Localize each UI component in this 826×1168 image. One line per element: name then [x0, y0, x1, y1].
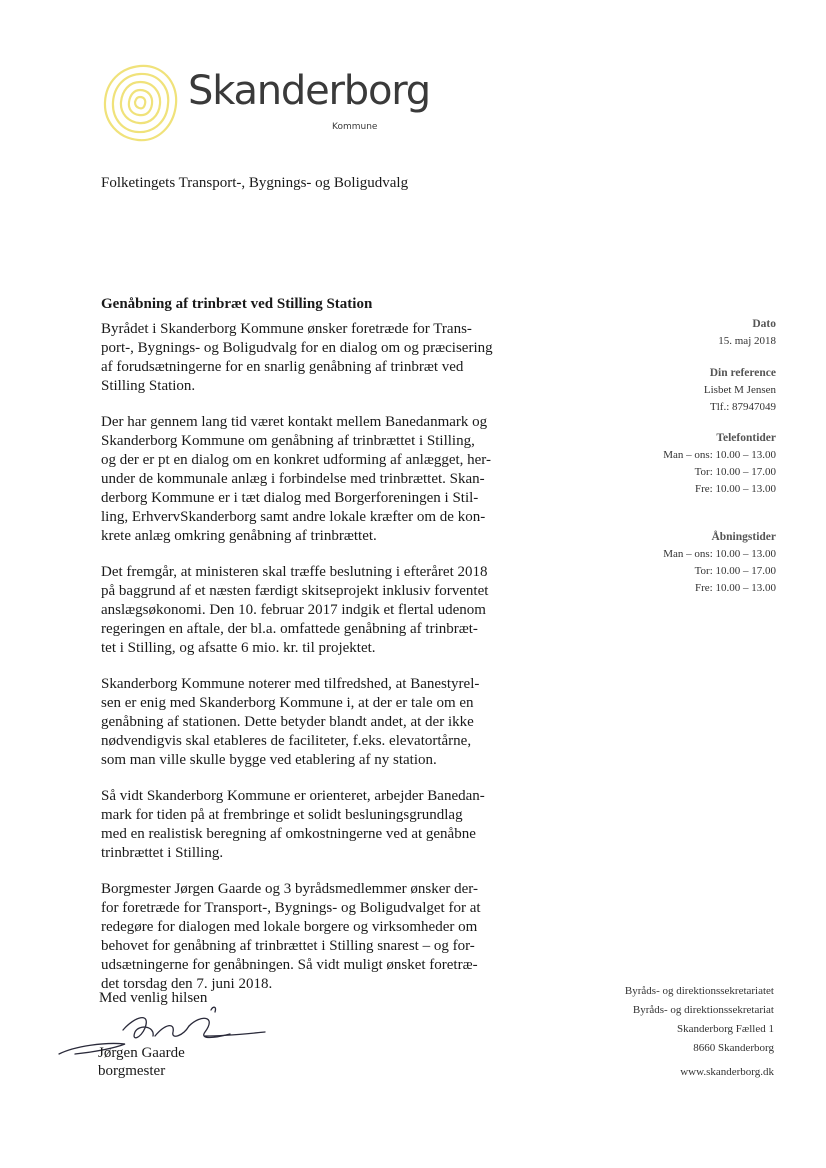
opening-hours-block [663, 531, 776, 597]
opening-hours-line: Fre: 10.00 – 13.00 [695, 582, 776, 594]
phone-hours-line: Tor: 10.00 – 17.00 [694, 466, 776, 478]
opening-hours-heading: Åbningstider [711, 531, 776, 543]
paragraph: Så vidt Skanderborg Kommune er orienteret, arbejder Banedan- mark for tiden på at frembringe et solidt besluningsgrundlag med en realistisk beregning af omkostningerne ved at genåbne trinbrættet i Stilling. [101, 788, 485, 861]
date-block [718, 318, 776, 350]
footer-line: 8660 Skanderborg [693, 1042, 774, 1054]
reference-heading: Din reference [709, 367, 776, 379]
signer-name: Jørgen Gaarde [98, 1045, 185, 1061]
footer-address [625, 982, 774, 1058]
phone-hours-block [663, 432, 776, 498]
signer [98, 1044, 185, 1080]
signer-title: borgmester [98, 1063, 166, 1079]
phone-hours-line: Man – ons: 10.00 – 13.00 [663, 449, 776, 461]
footer-line: Skanderborg Fælled 1 [677, 1023, 774, 1035]
phone-hours-line: Fre: 10.00 – 13.00 [695, 483, 776, 495]
logo-mark-icon [100, 62, 180, 144]
paragraph: Der har gennem lang tid været kontakt mellem Banedanmark og Skanderborg Kommune om genåbning af trinbrættet i Stilling, og der er pt en dialog om en konkret udforming af anlægget, her- under de kommunale anlæg i forbindelse med trinbrættet. Skan- derborg Kommune er i tæt dialog med Borgerforeningen i Stil- ling, ErhvervSkanderborg samt andre lokale kræfter om de kon- krete anlæg omkring genåbning af trinbrættet. [101, 414, 491, 544]
website-link[interactable]: www.skanderborg.dk [680, 1066, 774, 1078]
letter-body [101, 320, 541, 1011]
opening-hours-line: Tor: 10.00 – 17.00 [694, 565, 776, 577]
logo-subtitle: Kommune [332, 122, 378, 132]
reference-phone: Tlf.: 87947049 [710, 401, 776, 413]
date-value: 15. maj 2018 [718, 335, 776, 347]
closing: Med venlig hilsen [99, 990, 208, 1006]
reference-name: Lisbet M Jensen [703, 384, 776, 396]
phone-hours-heading: Telefontider [716, 432, 776, 444]
letter-subject: Genåbning af trinbræt ved Stilling Station [101, 296, 373, 312]
paragraph: Det fremgår, at ministeren skal træffe beslutning i efteråret 2018 på baggrund af et næsten færdigt skitseprojekt inklusiv forventet anslægsøkonomi. Den 10. februar 2017 indgik et flertal udenom regeringen en aftale, der bl.a. omfattede genåbning af trinbræt- tet i Stilling, og afsatte 6 mio. kr. til projektet. [101, 564, 489, 656]
paragraph: Skanderborg Kommune noterer med tilfredshed, at Banestyrel- sen er enig med Skanderborg Kommune i, at der er tale om en genåbning af stationen. Dette betyder blandt andet, at der ikke nødvendigvis skal etableres de faciliteter, f.eks. elevatortårne, som man ville skulle bygge ved etablering af ny station. [101, 676, 480, 768]
paragraph: Byrådet i Skanderborg Kommune ønsker foretræde for Trans- port-, Bygnings- og Boligudvalg for en dialog om og præcisering af forudsætningerne for en snarlig genåbning af trinbræt ved Stilling Station. [101, 321, 493, 394]
paragraph: Borgmester Jørgen Gaarde og 3 byrådsmedlemmer ønsker der- for foretræde for Transport-, Bygnings- og Boligudvalget for at redegøre for dialogen med lokale borgere og virksomheder om behovet for genåbning af trinbrættet i Stilling snarest – og for- udsætningerne for genåbningen. Så vidt muligt ønsket foretræ- det torsdag den 7. juni 2018. [101, 881, 481, 992]
recipient: Folketingets Transport-, Bygnings- og Boligudvalg [101, 175, 409, 191]
footer-line: Byråds- og direktionssekretariat [632, 1004, 774, 1016]
logo-name: Skanderborg [188, 68, 430, 114]
footer-line: Byråds- og direktionssekretariatet [624, 985, 774, 997]
opening-hours-line: Man – ons: 10.00 – 13.00 [663, 548, 776, 560]
skanderborg-logo [100, 62, 430, 144]
date-heading: Dato [752, 318, 776, 330]
reference-block [704, 367, 776, 416]
